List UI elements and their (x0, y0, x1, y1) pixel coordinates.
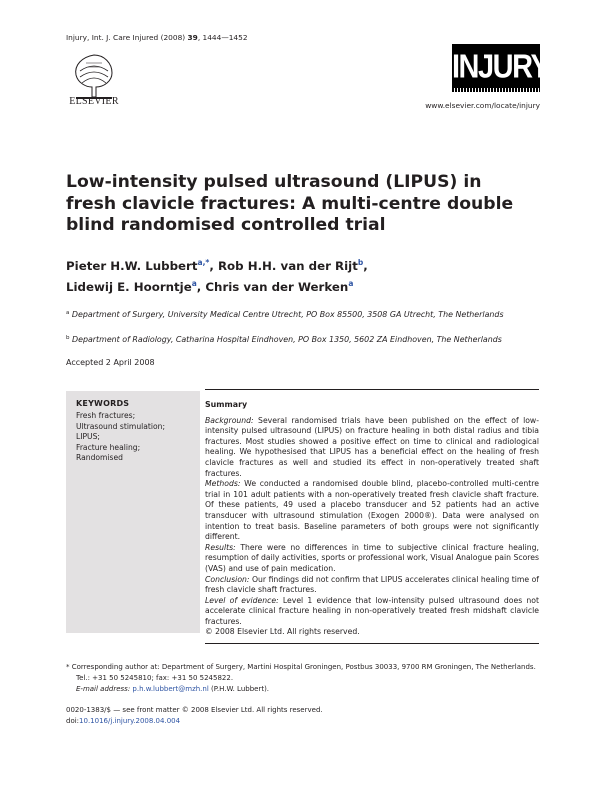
author-affiliation-marker[interactable]: a,* (197, 258, 210, 267)
author-name: Lidewij E. Hoorntje (66, 280, 192, 294)
keyword-item: LIPUS; (76, 432, 100, 442)
doi-link[interactable]: 10.1016/j.injury.2008.04.004 (79, 716, 181, 725)
summary-copyright: © 2008 Elsevier Ltd. All rights reserved. (205, 627, 360, 637)
corresponding-author-footnote: * Corresponding author at: Department of Surgery, Martini Hospital Groningen, Postbus 30033, 9700 RM Groningen, The Netherlands. Tel.: +31 50 5245810; fax: +31 50 5245822. E-mail address: p.h.w.lubbert@mzh.nl (P.H.W. Lubbert). (66, 663, 536, 693)
issn-block: 0020-1383/$ — see front matter © 2008 Elsevier Ltd. All rights reserved. doi:10.1016/j.injury.2008.04.004 (66, 706, 323, 725)
accepted-date: Accepted 2 April 2008 (66, 358, 155, 367)
journal-logo: INJURY (452, 44, 540, 90)
keywords-box (66, 391, 200, 633)
author-name: Chris van der Werken (205, 280, 349, 294)
summary-results: Results: There were no differences in time to subjective clinical fracture healing, resumption of daily activities, sports or professional work, Visual Analogue pain Scores (VAS) and use of pain medication. (205, 542, 539, 573)
keyword-item: Fracture healing; (76, 442, 141, 452)
keywords-heading: KEYWORDS (76, 399, 130, 408)
journal-volume: 39 (187, 33, 198, 42)
author-affiliation-marker[interactable]: b (357, 258, 364, 267)
author-line-2: Lidewij E. Hoorntje$^a$, Chris van der Werken$^a$ (66, 279, 354, 294)
keyword-item: Fresh fractures; (76, 411, 136, 420)
article-title: Low-intensity pulsed ultrasound (LIPUS) in fresh clavicle fractures: A multi-centre double blind randomised controlled trial (66, 172, 514, 235)
email-link[interactable]: p.h.w.lubbert@mzh.nl (132, 684, 209, 693)
summary-heading: Summary (205, 400, 248, 409)
keyword-item: Ultrasound stimulation; (76, 421, 166, 431)
summary-bottom-rule (205, 643, 539, 644)
summary-background: Background: Several randomised trials have been published on the effect of low-intensity pulsed ultrasound (LIPUS) on fracture healing in both distal radius and tibia fractures. Most studies showed a positive effect on time to clinical and radiological healing. We hypothesised that LIPUS has a beneficial effect on the healing of fresh clavicle fractures as well and studied its effect in non-operatively treated shaft fractures. (205, 415, 539, 478)
journal-reference: Injury, Int. J. Care Injured (2008) 39, 1444—1452 (66, 33, 248, 42)
author-line-1: Pieter H.W. Lubbert$^{a,*}$, Rob H.H. van der Rijt$^b$, (66, 258, 368, 273)
author-name: Pieter H.W. Lubbert (66, 259, 198, 273)
journal-logo-strip (452, 88, 540, 92)
author-affiliation-marker[interactable]: a (191, 279, 197, 288)
summary-methods: Methods: We conducted a randomised double blind, placebo-controlled multi-centre trial in 101 adult patients with a non-operatively treated fresh clavicle shaft fracture. Of these patients, 49 used a placebo transducer and 52 patients had an active transducer with ultrasound stimulation (Exogen 2000®). Data were analysed on intention to treat basis. Baseline parameters of both groups were not significantly different. (205, 479, 539, 542)
summary-top-rule (205, 389, 539, 390)
keyword-item: Randomised (76, 453, 123, 463)
author-name: Rob H.H. van der Rijt (217, 259, 358, 273)
publisher-logo-text: ELSEVIER (69, 96, 119, 107)
affiliation: $^a$ Department of Surgery, University Medical Centre Utrecht, PO Box 85500, 3508 GA Utrecht, The Netherlands (66, 310, 504, 319)
summary-conclusion: Conclusion: Our findings did not confirm that LIPUS accelerates clinical healing time of fresh clavicle shaft fractures. (205, 574, 539, 595)
summary-evidence: Level of evidence: Level 1 evidence that low-intensity pulsed ultrasound does not accelerate clinical fracture healing in non-operatively treated fresh midshaft clavicle fractures. (205, 595, 539, 626)
journal-url-link[interactable]: www.elsevier.com/locate/injury (425, 101, 540, 110)
author-list (66, 254, 536, 296)
author-affiliation-marker[interactable]: a (348, 279, 354, 288)
affiliation: $^b$ Department of Radiology, Catharina Hospital Eindhoven, PO Box 1350, 5602 ZA Eindhoven, The Netherlands (66, 335, 502, 344)
summary-section (205, 400, 539, 638)
